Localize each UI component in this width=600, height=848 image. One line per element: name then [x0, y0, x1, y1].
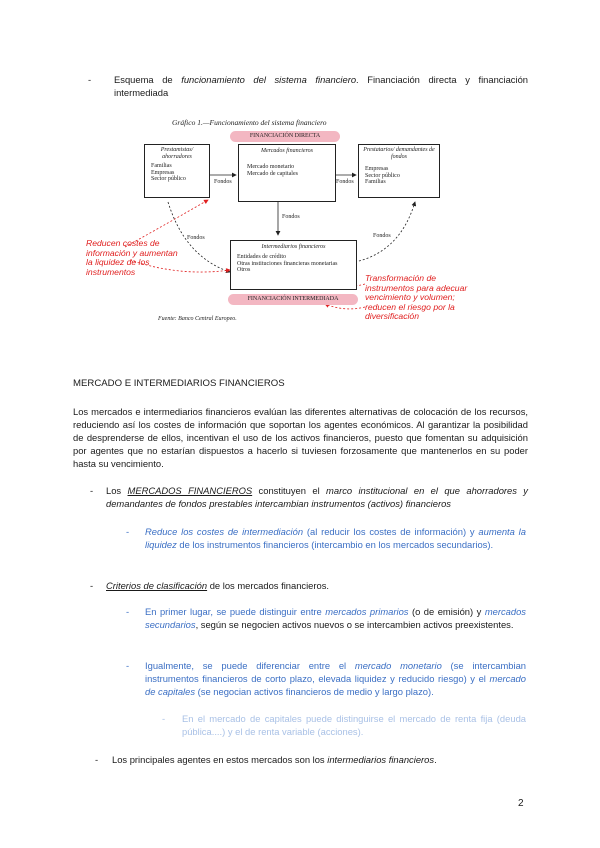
sub-monetario	[126, 659, 526, 698]
intermediaries-title: Intermediarios financieros	[261, 244, 326, 250]
bullet-criterios	[90, 579, 528, 592]
primarios-c: (o de emisión) y	[408, 606, 485, 617]
lenders-title: Prestamistas/ ahorradores	[160, 147, 194, 160]
sub-primarios	[126, 605, 526, 631]
intro-text-pre: Esquema de	[114, 74, 182, 85]
diagram-title: Gráfico 1.—Funcionamiento del sistema financiero	[172, 118, 327, 127]
primarios-d: mercados secundarios	[145, 606, 526, 630]
fondos-label: Fondos	[282, 214, 300, 220]
primarios-b: mercados primarios	[325, 606, 409, 617]
lenders-item: Empresas	[151, 169, 175, 176]
lenders-item: Familias	[151, 163, 172, 169]
bullet-agentes	[95, 753, 528, 766]
intermediated-financing-pill: FINANCIACIÓN INTERMEDIADA	[228, 294, 358, 305]
annotation-right: Transformación de instrumentos para adecuar vencimiento y volumen; reducen el riesgo por la diversificación	[365, 273, 468, 321]
mercados-mid: constituyen el	[252, 485, 327, 496]
mercados-italic: marco institucional en el que ahorradores y demandantes de fondos prestables intercambian instrumentos (activos) financieros	[106, 485, 528, 509]
intro-text-post: . Financiación directa y financiación intermediada	[114, 74, 528, 98]
reducen-c: aumenta la liquidez	[145, 526, 526, 550]
fondos-label: Fondos	[336, 179, 354, 185]
fondos-label: Fondos	[214, 179, 232, 185]
borrowers-title: Prestatarios/ demandantes de fondos	[363, 147, 435, 160]
bullet-dash: -	[126, 660, 130, 671]
bullet-dash: -	[90, 485, 94, 496]
bullet-dash: -	[126, 606, 130, 617]
bullet-dash: -	[88, 74, 92, 85]
markets-item: Mercado monetario	[247, 164, 295, 170]
mercados-pre: Los	[106, 485, 128, 496]
reducen-a: Reduce los costes de intermediación	[145, 526, 304, 537]
reducen-d: de los instrumentos financieros (intercambio en los mercados secundarios).	[176, 539, 494, 550]
markets-box	[238, 144, 336, 202]
lenders-item: Sector público	[151, 176, 186, 182]
agentes-pre: Los principales agentes en estos mercados son los	[112, 754, 328, 765]
section-heading: MERCADO E INTERMEDIARIOS FINANCIEROS	[73, 378, 285, 389]
intermediaries-item: Otros	[237, 267, 251, 273]
borrowers-item: Empresas	[365, 166, 389, 172]
agentes-post: .	[434, 754, 437, 765]
subsub-capitales	[162, 712, 526, 738]
sub-reducen	[126, 525, 526, 551]
monetario-e: (se negocian activos financieros de medio y largo plazo).	[195, 686, 434, 697]
bullet-dash: -	[90, 580, 94, 591]
reducen-b: (al reducir los costes de información) y	[303, 526, 479, 537]
direct-financing-pill: FINANCIACIÓN DIRECTA	[230, 131, 340, 142]
markets-title: Mercados financieros	[260, 148, 314, 154]
diagram-source: Fuente: Banco Central Europeo.	[158, 316, 237, 322]
monetario-d: mercado de capitales	[145, 673, 526, 697]
intermediaries-box	[230, 240, 357, 290]
criterios-post: de los mercados financieros.	[207, 580, 330, 591]
bullet-mercados	[90, 484, 528, 510]
borrowers-item: Sector público	[365, 172, 400, 179]
capitales-text: En el mercado de capitales puede distinguirse el mercado de renta fija (deuda pública....) y el de renta variable (acciones).	[182, 713, 526, 737]
body-paragraph: Los mercados e intermediarios financieros evalúan las diferentes alternativas de colocación de los recursos, reduciendo así los costes de información que soportan los agentes económicos. Al garantizar la posibilidad de desprenderse de ellos, incentivan el uso de los activos financieros, puesto que fomentan su adquisición por agentes que no estarían dispuestos a hacerlo si tuviesen forzosamente que mantenerlos en su poder hasta su vencimiento.	[73, 406, 528, 469]
criterios-underlined: Criterios de clasificación	[106, 580, 208, 591]
intro-text-italic: funcionamiento del sistema financiero	[181, 74, 357, 85]
intermediaries-item: Entidades de crédito	[237, 254, 286, 260]
primarios-a: En primer lugar, se puede distinguir entre	[145, 606, 326, 617]
monetario-c: (se intercambian instrumentos financieros de corto plazo, elevada liquidez y reducido riesgo) y el	[145, 660, 527, 684]
monetario-b: mercado monetario	[354, 660, 442, 671]
fondos-label: Fondos	[373, 233, 391, 239]
mercados-underlined: MERCADOS FINANCIEROS	[127, 485, 253, 496]
bullet-dash: -	[95, 754, 99, 765]
markets-item: Mercado de capitales	[247, 171, 298, 177]
fondos-label: Fondos	[187, 235, 205, 241]
page-number: 2	[518, 798, 524, 809]
financial-system-diagram	[80, 112, 520, 337]
intro-bullet	[88, 73, 528, 99]
annotation-left: Reducen costes de información y aumentan la liquidez de los instrumentos	[86, 238, 178, 277]
agentes-italic: intermediarios financieros	[327, 754, 435, 765]
lenders-box	[144, 144, 210, 198]
borrowers-item: Familias	[365, 179, 386, 185]
intermediaries-item: Otras instituciones financieras monetarias	[237, 260, 338, 267]
bullet-dash: -	[162, 713, 166, 724]
primarios-e: , según se negocien activos nuevos o se intercambien activos preexistentes.	[195, 619, 514, 630]
bullet-dash: -	[126, 526, 130, 537]
borrowers-box	[358, 144, 440, 198]
monetario-a: Igualmente, se puede diferenciar entre el	[145, 660, 355, 671]
